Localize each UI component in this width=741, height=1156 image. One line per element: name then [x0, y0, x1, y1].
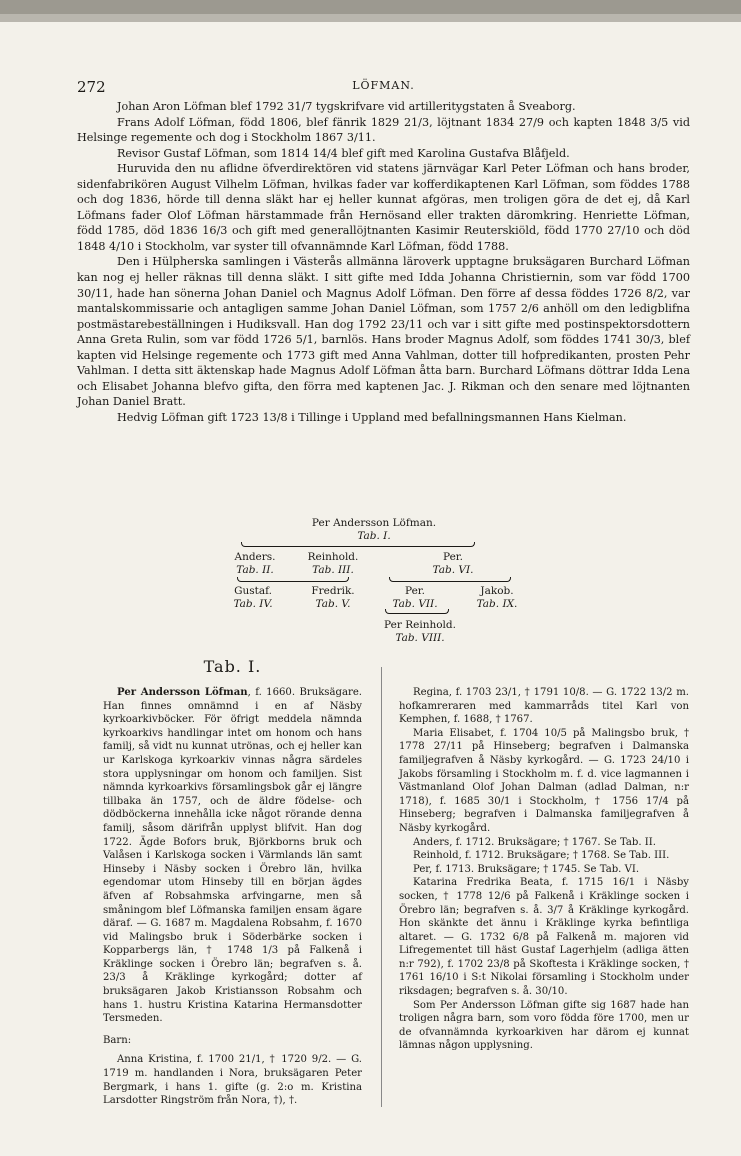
- child-entry: Per, f. 1713. Bruksägare; † 1745. Se Tab. VI.: [413, 863, 640, 875]
- paragraph: Johan Aron Löfman blef 1792 31/7 tygskrifvare vid artilleritygstaten å Sveaborg.: [117, 100, 576, 113]
- tree-node-per: Per. Tab. VI.: [432, 551, 474, 576]
- family-tree: [215, 517, 518, 652]
- tree-node-fredrik: Fredrik. Tab. V.: [311, 585, 355, 610]
- tree-node-per-reinhold: Per Reinhold. Tab. VIII.: [384, 619, 456, 644]
- tree-brace: [389, 577, 511, 582]
- child-entry: Anna Kristina, f. 1700 21/1, † 1720 9/2. — G. 1719 m. handlanden i Nora, bruksägaren Peter Bergmark, i hans 1. gifte (g. 2:o m. Kristina Larsdotter Ringström från Nora, †), †.: [103, 1054, 362, 1107]
- tree-brace: [237, 577, 349, 582]
- tree-node-jakob: Jakob. Tab. IX.: [476, 585, 518, 610]
- paragraph: Frans Adolf Löfman, född 1806, blef fänrik 1829 21/3, löjtnant 1834 27/9 och kapten 1848 3/5 vid Helsinge regemente och dog i Stockholm 1867 3/11.: [77, 115, 690, 145]
- page-number: 272: [77, 78, 106, 96]
- tree-brace: [385, 609, 449, 614]
- paragraph: Huruvida den nu aflidne öfverdirektören vid statens järnvägar Karl Peter Löfman och hans broder, sidenfabrikören August Vilhelm Löfman, hvilkas fader var kofferdikaptenen Karl Löfman, som föddes 1788 och dog 1836, hörde till denna släkt har ej heller kunnat afgöras, men troligen göra de det ej, då Karl Löfmans fader Olof Löfman härstammade från Hernösand eller trakten däromkring. Henriette Löfman, född 1785, död 1836 16/3 och gift med generallöjtnanten Kasimir Reuterskiöld, född 1770 27/10 och död 1848 4/10 i Stockholm, var syster till ofvannämnde Karl Löfman, född 1788.: [77, 162, 690, 253]
- tab1-intro-text: , f. 1660. Bruksägare. Han finnes omnämnd i en af Näsby kyrkoarkivböcker. För öfrigt meddela nämnda kyrkoarkivs handlingar intet om honom och hans familj, så vidt nu kunnat utrönas, och ej heller kan ur Karlskoga kyrkoarkiv vinnas några särdeles stora upplysningar om honom och familjen. Sist nämnda kyrkoarkivs församlingsbok går ej längre tillbaka än 1757, och de äldre födelse- och dödböckerna innehålla icke något rörande denna familj, såsom därifrån upplyst blifvit. Han dog 1722. Ägde Bofors bruk, Björkborns bruk och Valåsen i Karlskoga socken i Värmlands län samt Hinseby i Näsby socken i Örebro län, hvilka egendomar utom Hinseby till en början ägdes äfven af Robsahmska arfvingarne, men så småningom blef Löfmanska familjen ensam ägare däraf. — G. 1687 m. Magdalena Robsahm, f. 1670 vid Malingsbo bruk i Söderbärke socken i Kopparbergs län, † 1748 1/3 på Falkenå i Kräklinge socken i Örebro län; begrafven s. å. 23/3 å Kräklinge kyrkogård; dotter af bruksägaren Jakob Kristiansson Robsahm och hans 1. hustru Kristina Katarina Hermansdotter Tersmeden.: [103, 687, 362, 1025]
- tree-node-anders: Anders. Tab. II.: [234, 551, 276, 576]
- paragraph: Den i Hülpherska samlingen i Västerås allmänna läroverk upptagne bruksägaren Burchard Löfman kan nog ej heller räknas till denna släkt. I sitt gifte med Idda Johanna Christiernin, som var född 1700 30/11, hade han sönerna Johan Daniel och Magnus Adolf Löfman. Den förre af dessa föddes 1726 8/2, var mantalskommissarie och antagligen samme Johan Daniel Löfman, som 1757 2/6 anhöll om den ledigblifna postmästarebeställningen i Hudiksvall. Han dog 1792 23/11 och var i sitt gifte med postinspektorsdottern Anna Greta Rulin, som var född 1726 5/1, barnlös. Hans broder Magnus Adolf, som föddes 1741 30/3, blef kapten vid Helsinge regemente och 1773 gift med Anna Vahlman, dotter till hofpredikanten, prosten Pehr Vahlman. I detta sitt äktenskap hade Magnus Adolf Löfman åtta barn. Burchard Löfmans döttrar Idda Lena och Elisabet Johanna blefvo gifta, den förra med kaptenen Jac. J. Rikman och den senare med löjtnanten Johan Daniel Bratt.: [77, 255, 690, 409]
- tree-brace: [241, 542, 475, 547]
- tree-node-per-vii: Per. Tab. VII.: [392, 585, 438, 610]
- child-entry: Reinhold, f. 1712. Bruksägare; † 1768. Se Tab. III.: [413, 850, 670, 862]
- tab1-left-column: [103, 657, 362, 1108]
- tab1-title: Tab. I.: [203, 657, 262, 676]
- child-entry: Maria Elisabet, f. 1704 10/5 på Malingsbo bruk, † 1778 27/11 på Hinseberg; begrafven i Dalmanska familjegrafven å Näsby kyrkogård. — G. 1723 24/10 i Jakobs församling i Stockholm m. f. d. vice lagmannen i Västmanland Olof Johan Dalman (adlad Dalman, n:r 1718), f. 1685 30/1 i Stockholm, † 1756 17/4 på Hinseberg; begrafven i Dalmanska familjegrafven å Näsby kyrkogård.: [399, 727, 689, 834]
- page-top-edge: [0, 0, 741, 22]
- child-entry: Katarina Fredrika Beata, f. 1715 16/1 i Näsby socken, † 1778 12/6 på Falkenå i Kräklinge socken i Örebro län; begrafven s. å. 3/7 å Kräklinge kyrkogård. Hon skänkte det ännu i Kräklinge kyrka befintliga altaret. — G. 1732 6/8 på Falkenå m. majoren vid Lifregementet till häst Gustaf Lagerhjelm (adliga ätten n:r 792), f. 1702 23/8 på Skoftesta i Kräklinge socken, † 1761 16/10 i S:t Nikolai församling i Stockholm under riksdagen; begrafven s. å. 30/10.: [399, 877, 689, 998]
- tree-node-gustaf: Gustaf. Tab. IV.: [233, 585, 273, 610]
- tab1-intro-name: Per Andersson Löfman: [117, 687, 248, 698]
- page-header: [77, 78, 690, 98]
- tree-node-root: Per Andersson Löfman. Tab. I.: [311, 517, 437, 542]
- child-entry: Regina, f. 1703 23/1, † 1791 10/8. — G. 1722 13/2 m. hofkamreraren med kammarråds titel Karl von Kemphen, f. 1688, † 1767.: [399, 687, 689, 726]
- column-divider: [381, 667, 382, 1107]
- tab1-intro: [103, 686, 362, 1026]
- body-text: [77, 99, 690, 425]
- paragraph: Revisor Gustaf Löfman, som 1814 14/4 blef gift med Karolina Gustafva Blåfjeld.: [117, 146, 570, 160]
- paragraph: Hedvig Löfman gift 1723 13/8 i Tillinge i Uppland med befallningsmannen Hans Kielman.: [117, 410, 627, 424]
- child-entry: Anders, f. 1712. Bruksägare; † 1767. Se Tab. II.: [413, 836, 656, 848]
- tree-node-reinhold: Reinhold. Tab. III.: [307, 551, 359, 576]
- barn-label: Barn:: [103, 1034, 132, 1046]
- tab1-right-column: [399, 686, 689, 1053]
- running-title: LÖFMAN.: [352, 79, 415, 92]
- closing-note: Som Per Andersson Löfman gifte sig 1687 hade han troligen några barn, som voro födda före 1700, men ur de ofvannämnda kyrkoarkiven har därom ej kunnat lämnas någon upplysning.: [399, 999, 689, 1052]
